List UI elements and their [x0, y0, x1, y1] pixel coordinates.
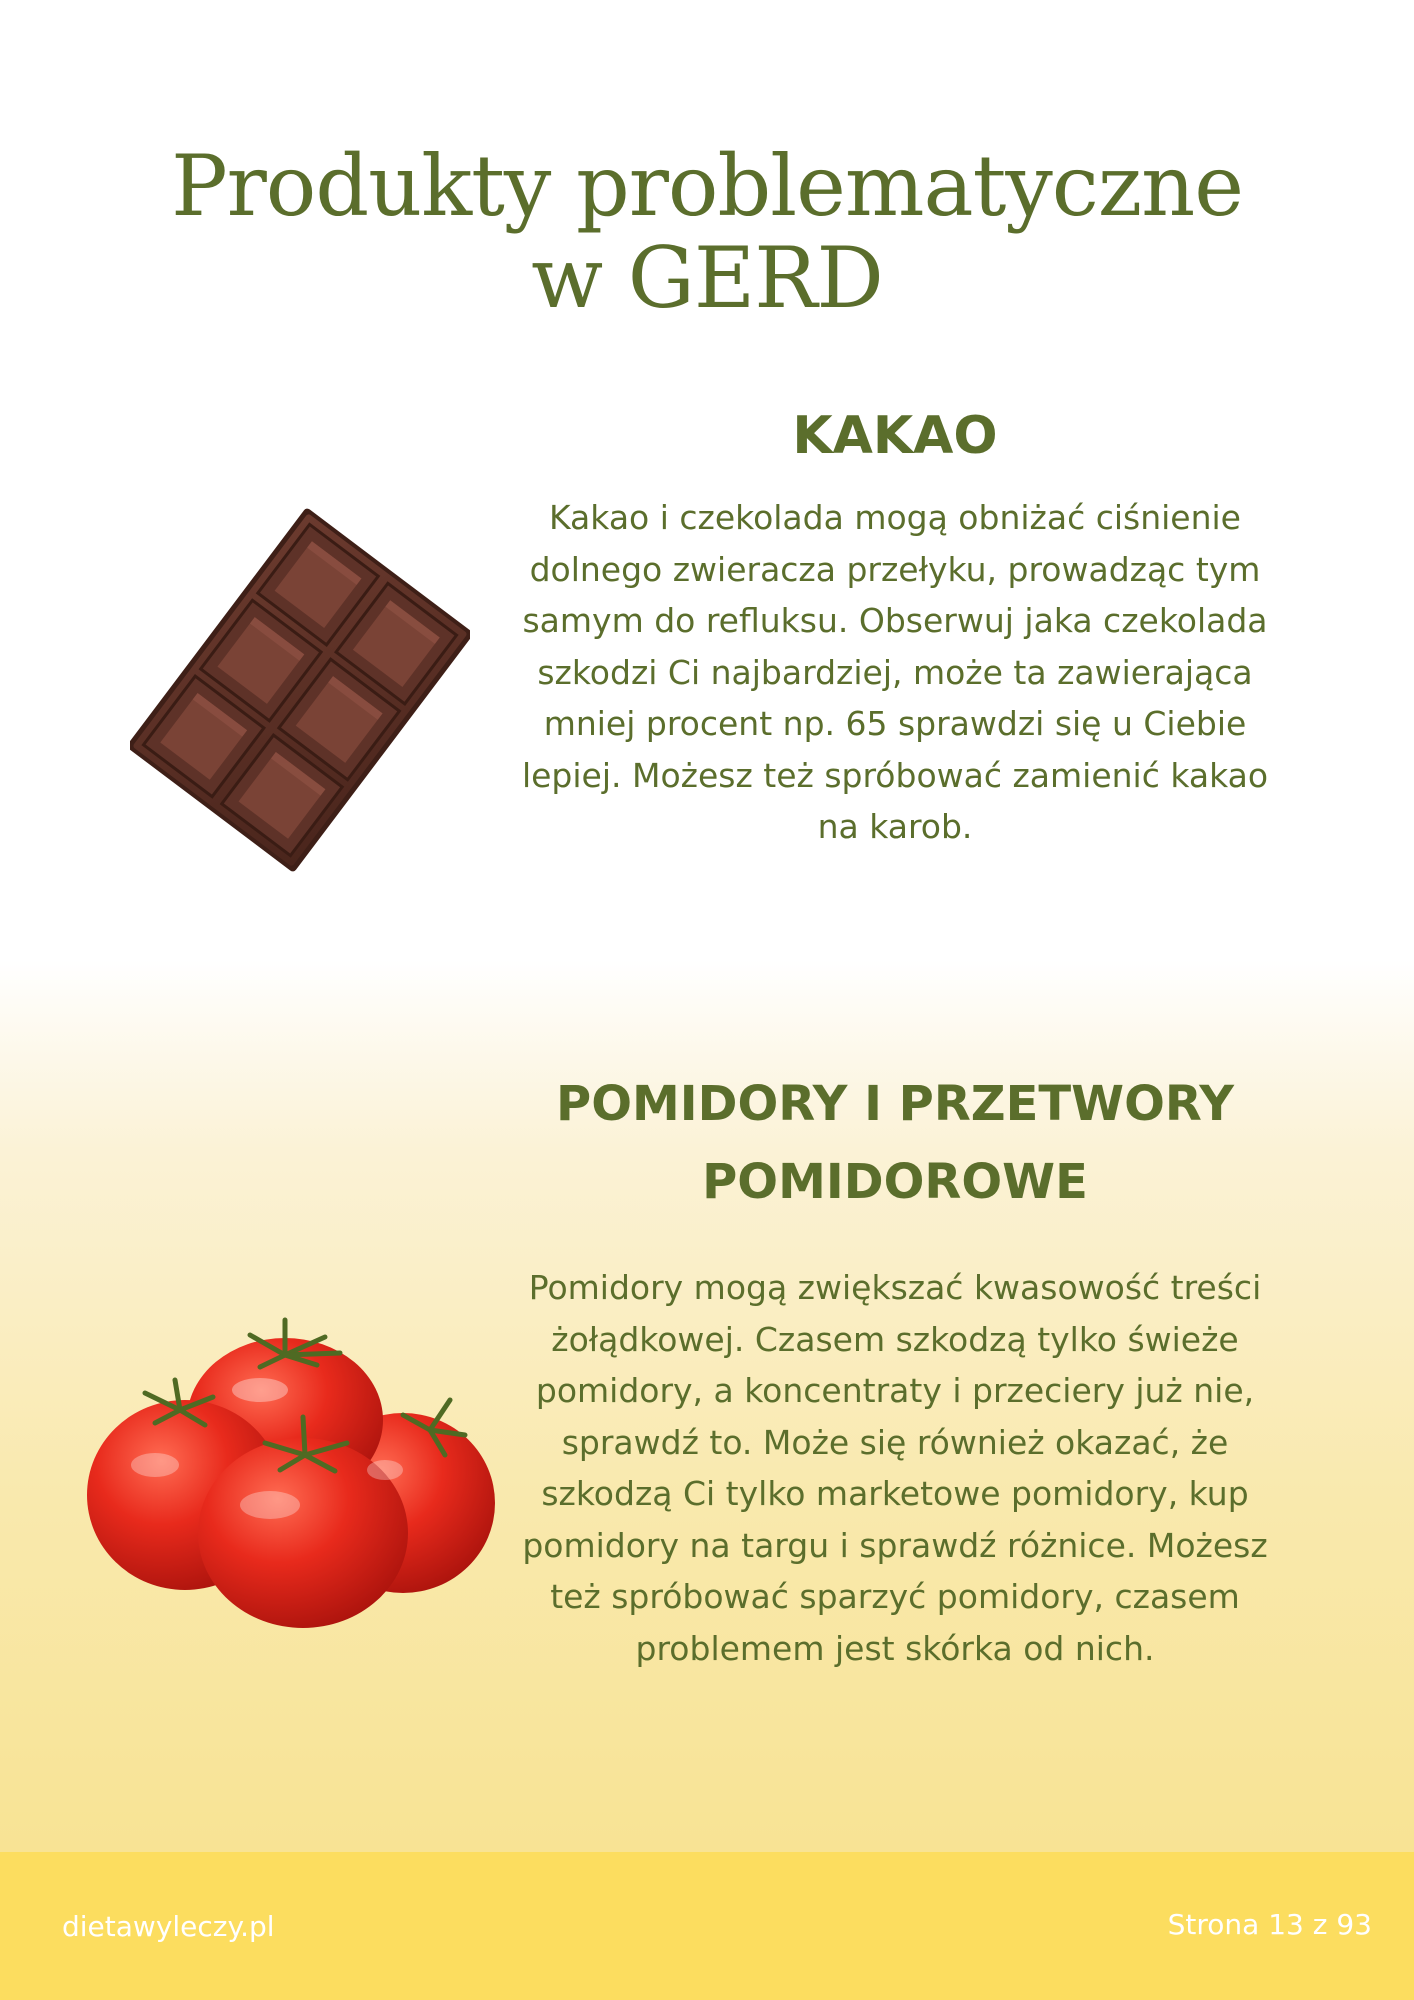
page-title-line-1: Produkty problematyczne — [171, 137, 1243, 235]
kakao-description: Kakao i czekolada mogą obniżać ciśnienie dolnego zwieracza przełyku, prowadząc tym samym do refluksu. Obserwuj jaka czekolada szkodzi Ci najbardziej, może ta zawierająca mniej procent np. 65 sprawdzi się u Ciebie lepiej. Możesz też spróbować zamienić kakao na karob. — [521, 498, 1269, 846]
page-title-line-2: w GERD — [531, 229, 883, 327]
chocolate-bar-image — [130, 505, 470, 875]
page-title — [0, 137, 1414, 327]
footer-site-name: dietawyleczy.pl — [62, 1910, 275, 1943]
tomatoes-heading — [500, 1065, 1290, 1221]
tomatoes-heading-line-2: POMIDOROWE — [702, 1154, 1088, 1210]
kakao-heading: KAKAO — [792, 406, 998, 466]
tomatoes-image — [85, 1305, 505, 1635]
footer-bar — [0, 1852, 1414, 2000]
tomatoes-heading-line-1: POMIDORY I PRZETWORY — [556, 1076, 1234, 1132]
page-indicator: Strona 13 z 93 — [1167, 1908, 1372, 1941]
tomatoes-description: Pomidory mogą zwiększać kwasowość treści żołądkowej. Czasem szkodzą tylko świeże pomidory, a koncentraty i przeciery już nie, sprawdź to. Może się również okazać, że szkodzą Ci tylko marketowe pomidory, kup pomidory na targu i sprawdź różnice. Możesz też spróbować sparzyć pomidory, czasem problemem jest skórka od nich. — [522, 1268, 1268, 1668]
